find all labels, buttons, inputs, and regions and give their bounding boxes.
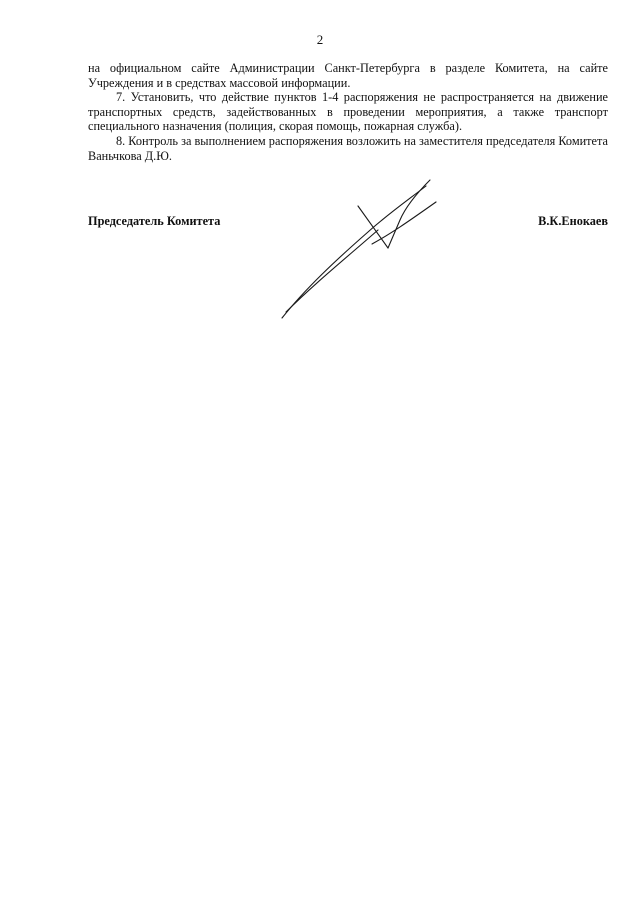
paragraph-item-8: 8. Контроль за выполнением распоряжения возложить на заместителя председателя Комитета Ваньчкова Д.Ю. [88,133,608,163]
paragraph-continuation: на официальном сайте Администрации Санкт-Петербурга в разделе Комитета, на сайте Учреждения и в средствах массовой информации. [88,61,608,90]
paragraph-item-7: 7. Установить, что действие пунктов 1-4 распоряжения не распространяется на движение транспортных средств, задействованных в проведении мероприятия, а также транспорт специального назначения (полиция, скорая помощь, пожарная служба). [88,90,608,134]
page-number: 2 [316,32,324,47]
signer-title: Председатель Комитета [88,214,221,228]
signer-name: В.К.Енокаев [538,214,608,228]
handwritten-signature [276,176,440,324]
document-body [88,61,608,163]
